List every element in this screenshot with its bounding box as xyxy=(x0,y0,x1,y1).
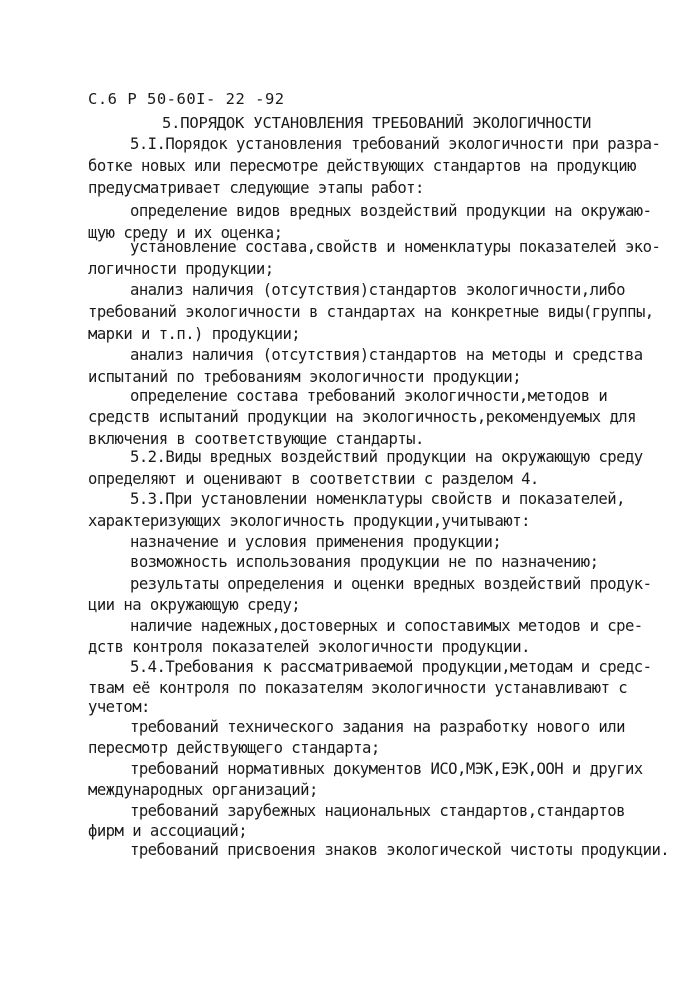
text-line: марки и т.п.) продукции; xyxy=(88,325,301,343)
text-line: ботке новых или пересмотре действующих стандартов на продукцию xyxy=(88,157,636,175)
text-line: 5.3.При установлении номенклатуры свойств и показателей, xyxy=(130,490,625,508)
text-line: требований экологичности в стандартах на конкретные виды(группы, xyxy=(88,303,654,321)
text-line: определяют и оценивают в соответствии с разделом 4. xyxy=(88,470,539,488)
text-line: 5.4.Требования к рассматриваемой продукции,методам и средс- xyxy=(130,658,652,676)
text-line: требований зарубежных национальных стандартов,стандартов xyxy=(130,802,625,820)
text-line: требований технического задания на разработку нового или xyxy=(130,718,625,736)
text-line: анализ наличия (отсутствия)стандартов экологичности,либо xyxy=(130,281,625,299)
text-line: включения в соответствующие стандарты. xyxy=(88,430,424,448)
text-line: 5.2.Виды вредных воздействий продукции на окружающую среду xyxy=(130,448,643,466)
text-line: международных организаций; xyxy=(88,781,318,799)
text-line: предусматривает следующие этапы работ: xyxy=(88,179,424,197)
text-line: определение видов вредных воздействий продукции на окружаю- xyxy=(130,202,652,220)
text-line: ции на окружающую среду; xyxy=(88,596,301,614)
text-line: требований присвоения знаков экологической чистоты продукции. xyxy=(130,841,670,859)
text-line: твам её контроля по показателям экологичности устанавливают с xyxy=(88,679,628,697)
text-line: наличие надежных,достоверных и сопоставимых методов и сре- xyxy=(130,617,643,635)
text-line: возможность использования продукции не по назначению; xyxy=(130,553,599,571)
text-line: средств испытаний продукции на экологичность,рекомендуемых для xyxy=(88,408,636,426)
text-line: установление состава,свойств и номенклатуры показателей эко- xyxy=(130,238,661,256)
text-line: логичности продукции; xyxy=(88,260,274,278)
text-line: щую среду и их оценка; xyxy=(88,224,283,242)
section-title: 5.ПОРЯДОК УСТАНОВЛЕНИЯ ТРЕБОВАНИЙ ЭКОЛОГИЧНОСТИ xyxy=(162,114,592,132)
text-line: учетом: xyxy=(88,698,150,716)
text-line: 5.I.Порядок установления требований экологичности при разра- xyxy=(130,135,661,153)
text-line: назначение и условия применения продукции; xyxy=(130,533,502,551)
text-line: требований нормативных документов ИСО,МЭК,ЕЭК,ООН и других xyxy=(130,760,643,778)
document-code: С.6 Р 50-60I- 22 -92 xyxy=(88,90,285,108)
text-line: пересмотр действующего стандарта; xyxy=(88,739,380,757)
text-line: характеризующих экологичность продукции,учитывают: xyxy=(88,512,530,530)
text-line: определение состава требований экологичности,методов и xyxy=(130,387,608,405)
text-line: анализ наличия (отсутствия)стандартов на методы и средства xyxy=(130,346,643,364)
text-line: фирм и ассоциаций; xyxy=(88,822,248,840)
text-line: дств контроля показателей экологичности продукции. xyxy=(88,638,530,656)
text-line: испытаний по требованиям экологичности продукции; xyxy=(88,368,522,386)
text-line: результаты определения и оценки вредных воздействий продук- xyxy=(130,575,652,593)
